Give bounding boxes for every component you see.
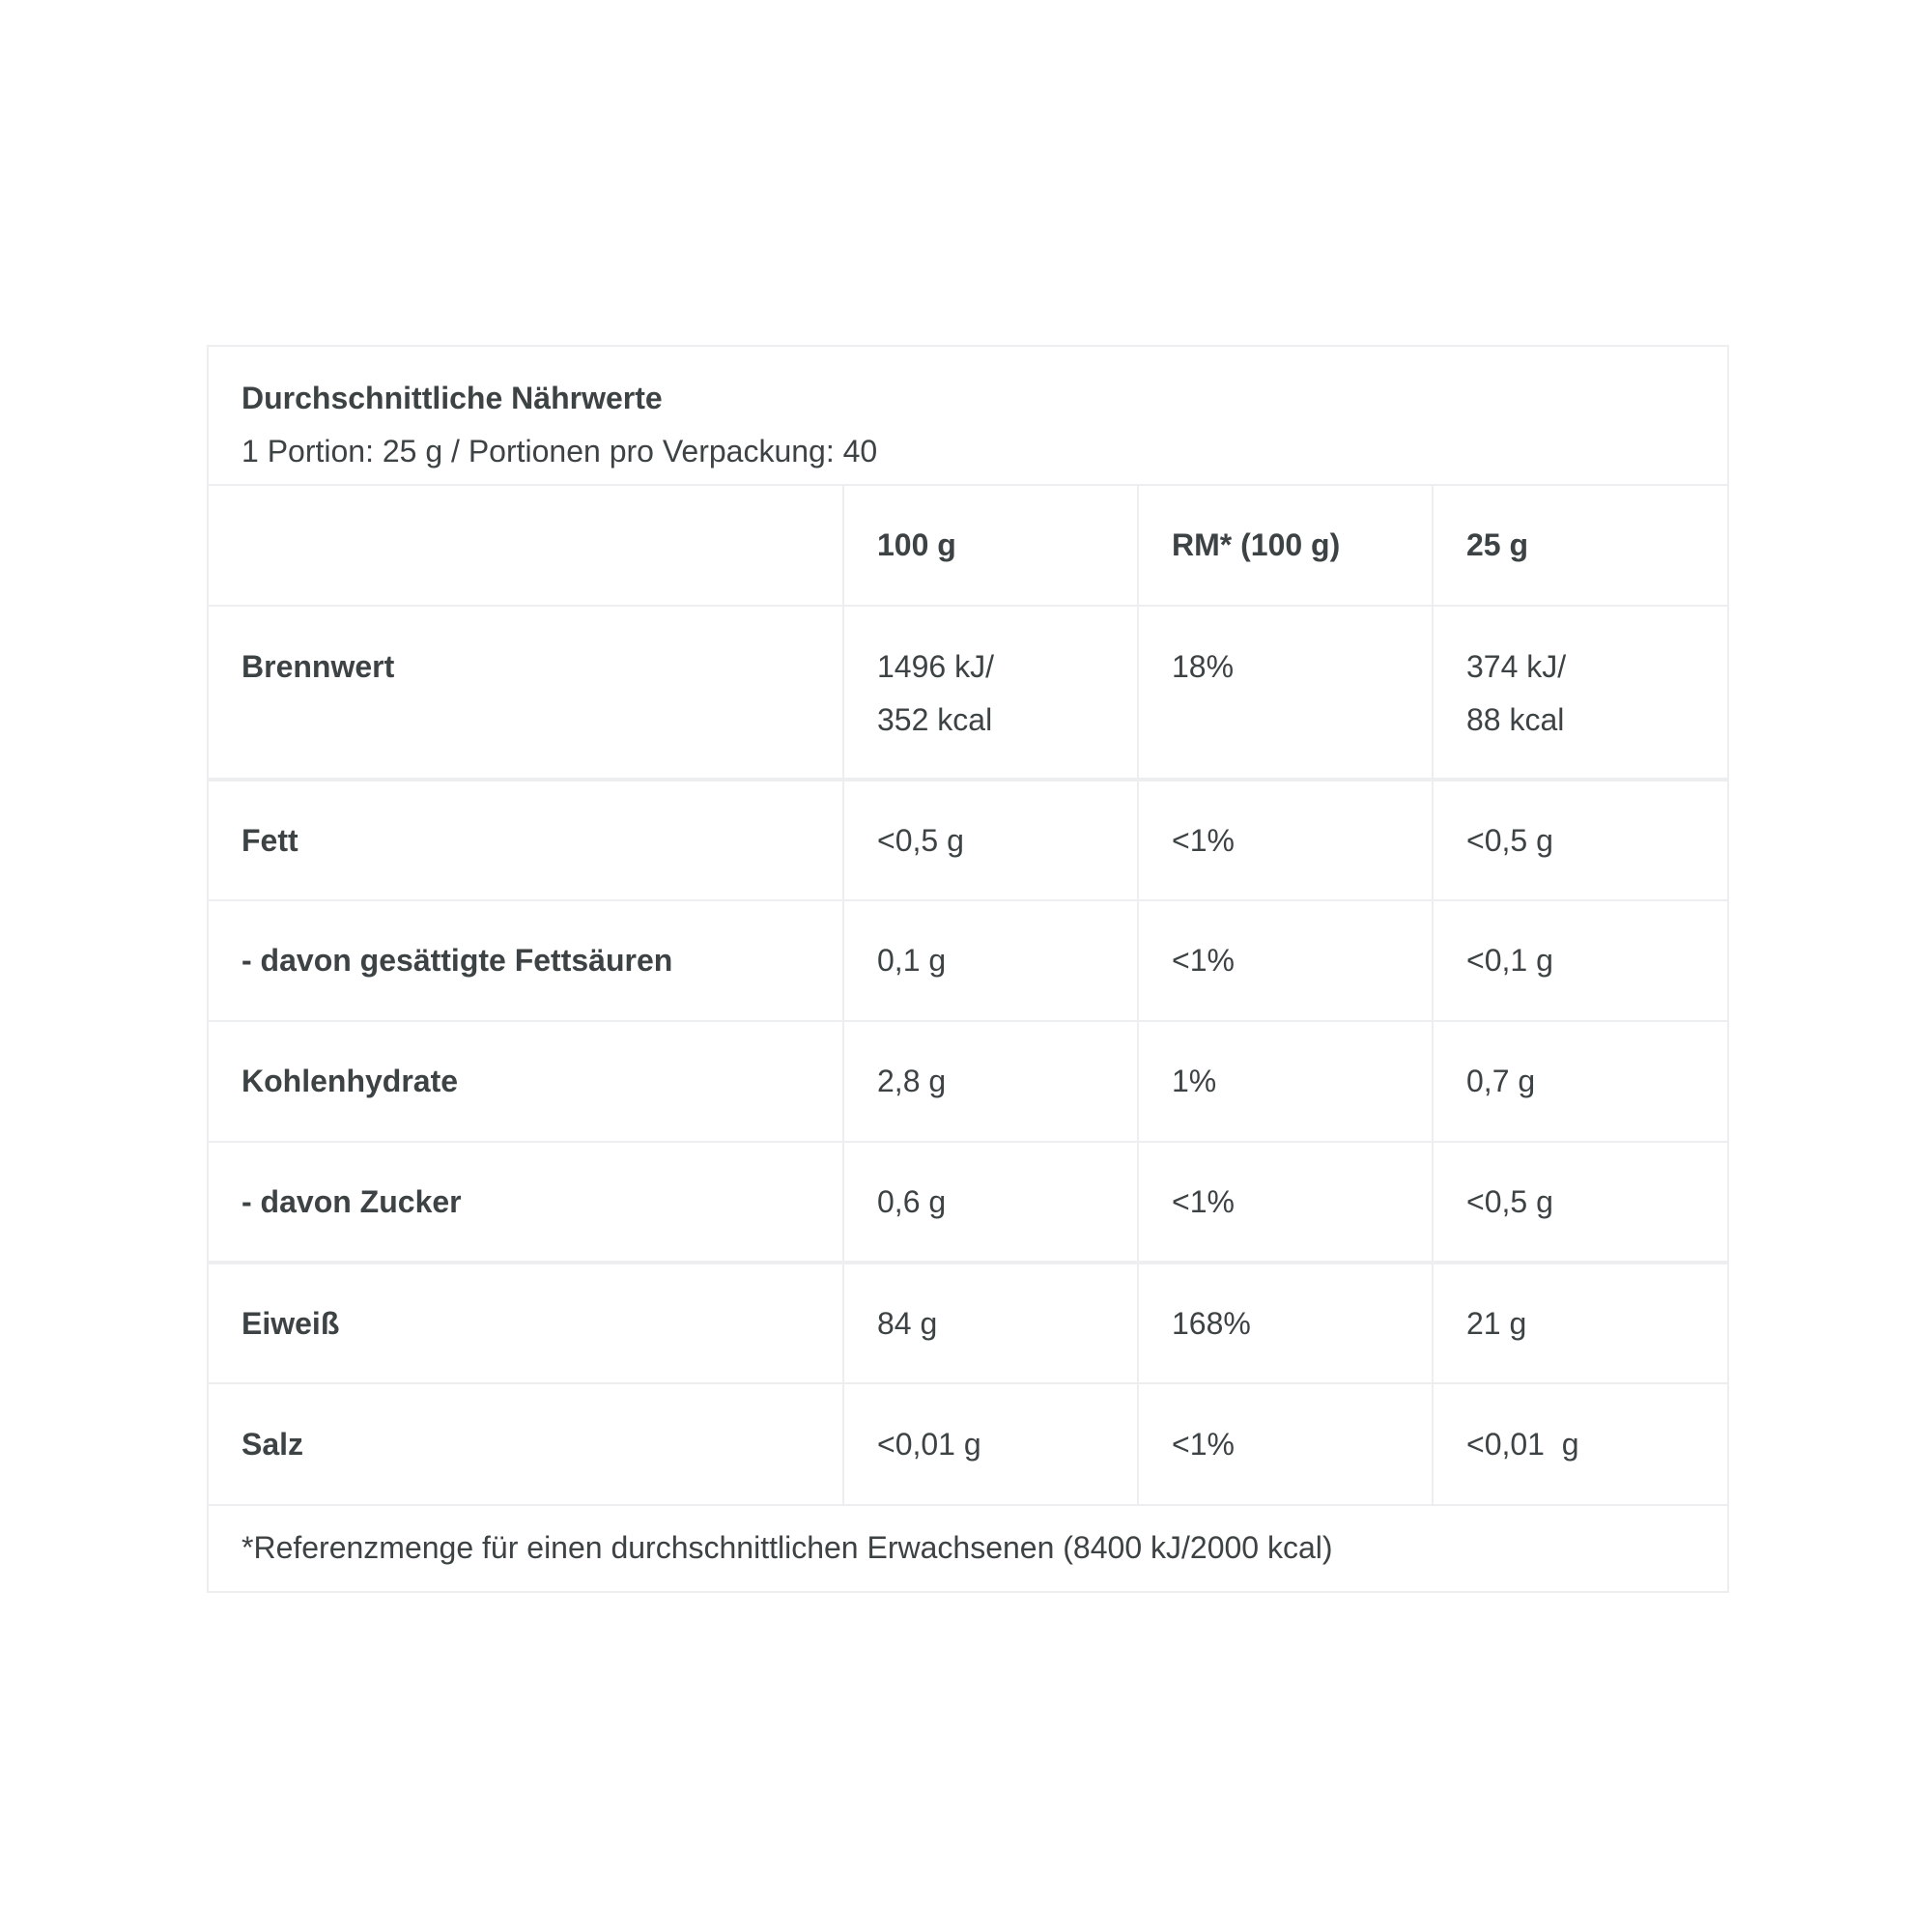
value-100g	[843, 606, 1138, 780]
value-rm: <1%	[1138, 900, 1433, 1021]
serving-info: 1 Portion: 25 g / Portionen pro Verpackung: 40	[242, 434, 878, 469]
nutrient-label: - davon Zucker	[209, 1142, 843, 1263]
value-25g: <0,01 g	[1433, 1383, 1727, 1504]
nutrition-grid	[209, 486, 1727, 1504]
value-25g: 21 g	[1433, 1263, 1727, 1383]
table-row-eiweiss	[209, 1263, 1727, 1383]
value-25g	[1433, 606, 1727, 780]
value-rm: 168%	[1138, 1263, 1433, 1383]
value-100g: 84 g	[843, 1263, 1138, 1383]
value-25g: 0,7 g	[1433, 1021, 1727, 1142]
nutrient-label: Eiweiß	[209, 1263, 843, 1383]
value-100g-kcal: 352 kcal	[877, 702, 993, 737]
value-25g: <0,1 g	[1433, 900, 1727, 1021]
table-row-kohlenhydrate	[209, 1021, 1727, 1142]
value-100g: <0,01 g	[843, 1383, 1138, 1504]
value-rm: 1%	[1138, 1021, 1433, 1142]
table-title: Durchschnittliche Nährwerte	[242, 381, 663, 415]
value-25g-kj: 374 kJ/	[1466, 649, 1567, 684]
nutrition-facts-table	[207, 345, 1729, 1593]
nutrient-label: Kohlenhydrate	[209, 1021, 843, 1142]
value-100g: <0,5 g	[843, 780, 1138, 900]
value-100g: 0,1 g	[843, 900, 1138, 1021]
value-100g: 0,6 g	[843, 1142, 1138, 1263]
table-row-salz	[209, 1383, 1727, 1504]
table-row-brennwert	[209, 606, 1727, 780]
value-rm: <1%	[1138, 1383, 1433, 1504]
value-100g-kj: 1496 kJ/	[877, 649, 994, 684]
nutrient-label: Fett	[209, 780, 843, 900]
table-row-gesaettigte-fettsaeuren	[209, 900, 1727, 1021]
column-header-row	[209, 486, 1727, 606]
column-header-25g: 25 g	[1433, 486, 1727, 606]
value-rm: 18%	[1138, 606, 1433, 780]
column-header-100g: 100 g	[843, 486, 1138, 606]
table-header	[209, 347, 1727, 486]
value-25g: <0,5 g	[1433, 780, 1727, 900]
reference-footnote: *Referenzmenge für einen durchschnittlichen Erwachsenen (8400 kJ/2000 kcal)	[209, 1504, 1727, 1591]
table-row-fett	[209, 780, 1727, 900]
nutrient-label: - davon gesättigte Fettsäuren	[209, 900, 843, 1021]
column-header-rm: RM* (100 g)	[1138, 486, 1433, 606]
nutrient-label: Salz	[209, 1383, 843, 1504]
value-25g: <0,5 g	[1433, 1142, 1727, 1263]
nutrient-label: Brennwert	[209, 606, 843, 780]
value-100g: 2,8 g	[843, 1021, 1138, 1142]
value-rm: <1%	[1138, 780, 1433, 900]
value-rm: <1%	[1138, 1142, 1433, 1263]
value-25g-kcal: 88 kcal	[1466, 702, 1565, 737]
column-header-nutrient	[209, 486, 843, 606]
table-row-zucker	[209, 1142, 1727, 1263]
